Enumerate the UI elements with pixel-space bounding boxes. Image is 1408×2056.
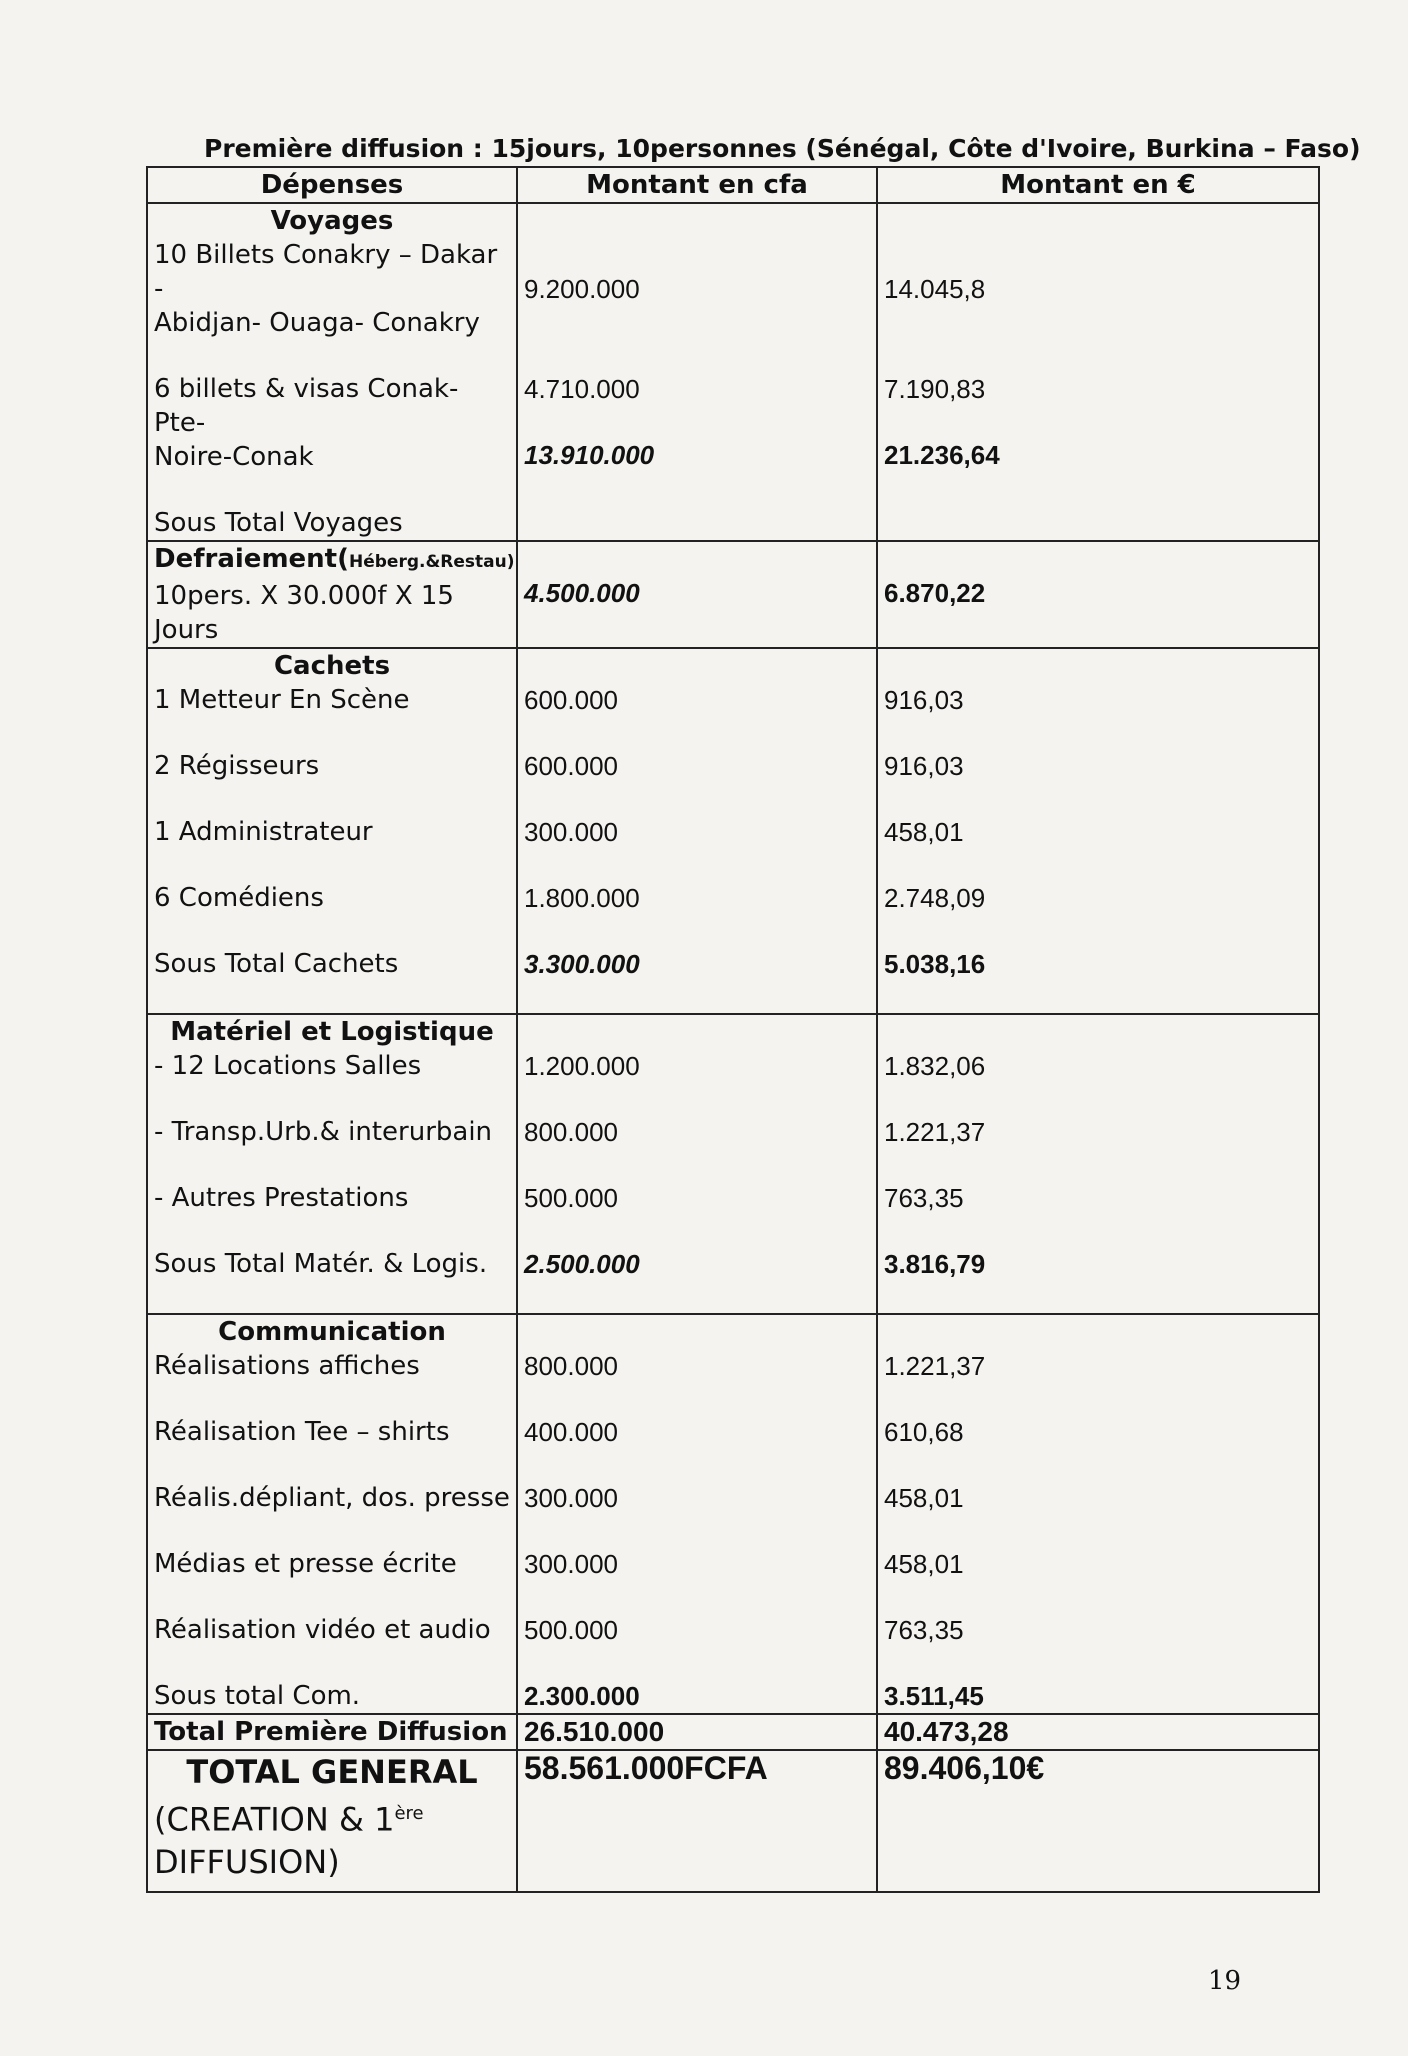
header-eur: Montant en €: [877, 167, 1319, 203]
materiel-item-cfa: 500.000: [524, 1183, 618, 1213]
defraiement-cfa: 4.500.000: [524, 578, 640, 608]
section-materiel: [147, 1014, 1319, 1314]
communication-item-cfa: 800.000: [524, 1351, 618, 1381]
cachets-item-eur: 916,03: [884, 751, 964, 781]
page-number: 19: [1208, 1966, 1242, 1996]
materiel-subtotal-eur: 3.816,79: [884, 1249, 986, 1279]
materiel-subtotal-label: Sous Total Matér. & Logis.: [154, 1249, 488, 1279]
communication-item-eur: 763,35: [884, 1615, 964, 1645]
voyages-item2-eur: 7.190,83: [884, 374, 986, 404]
materiel-item-label: - Autres Prestations: [154, 1183, 409, 1213]
cachets-item-label: 1 Metteur En Scène: [154, 685, 410, 715]
header-depenses: Dépenses: [147, 167, 517, 203]
section-voyages: [147, 203, 1319, 541]
voyages-subtotal-cfa: 13.910.000: [524, 440, 655, 470]
grand-total-cfa: 58.561.000FCFA: [517, 1750, 877, 1892]
communication-item-eur: 458,01: [884, 1483, 964, 1513]
grand-total-eur: 89.406,10€: [877, 1750, 1319, 1892]
section-communication: [147, 1314, 1319, 1714]
cachets-item-cfa: 600.000: [524, 685, 618, 715]
cachets-item-label: 2 Régisseurs: [154, 751, 320, 781]
voyages-item2-line2: Noire-Conak: [154, 442, 314, 472]
section-defraiement: [147, 541, 1319, 648]
communication-item-label: Réalisations affiches: [154, 1351, 420, 1381]
voyages-title: Voyages: [270, 206, 394, 236]
materiel-item-cfa: 800.000: [524, 1117, 618, 1147]
communication-item-label: Réalisation vidéo et audio: [154, 1615, 491, 1645]
header-row: [147, 167, 1319, 203]
cachets-item-cfa: 300.000: [524, 817, 618, 847]
voyages-item2-line1: 6 billets & visas Conak- Pte-: [154, 374, 459, 438]
communication-item-cfa: 300.000: [524, 1549, 618, 1579]
voyages-item1-line1: 10 Billets Conakry – Dakar -: [154, 240, 498, 304]
communication-item-eur: 610,68: [884, 1417, 964, 1447]
total-diffusion-eur: 40.473,28: [877, 1714, 1319, 1750]
total-diffusion-cfa: 26.510.000: [517, 1714, 877, 1750]
materiel-item-eur: 763,35: [884, 1183, 964, 1213]
cachets-item-label: 6 Comédiens: [154, 883, 324, 913]
communication-item-eur: 458,01: [884, 1549, 964, 1579]
communication-item-label: Réalis.dépliant, dos. presse: [154, 1483, 510, 1513]
cachets-subtotal-cfa: 3.300.000: [524, 949, 640, 979]
header-cfa: Montant en cfa: [517, 167, 877, 203]
grand-total-row: [147, 1750, 1319, 1892]
materiel-item-label: - 12 Locations Salles: [154, 1051, 422, 1081]
communication-item-label: Réalisation Tee – shirts: [154, 1417, 450, 1447]
cachets-title: Cachets: [273, 651, 391, 681]
defraiement-eur: 6.870,22: [884, 578, 986, 608]
budget-table: [146, 166, 1320, 1893]
communication-subtotal-label: Sous total Com.: [154, 1681, 361, 1711]
section-cachets: [147, 648, 1319, 1014]
materiel-item-eur: 1.221,37: [884, 1117, 986, 1147]
cachets-item-eur: 916,03: [884, 685, 964, 715]
voyages-subtotal-eur: 21.236,64: [884, 440, 1000, 470]
voyages-subtotal-label: Sous Total Voyages: [154, 508, 403, 538]
communication-title: Communication: [218, 1317, 446, 1347]
defraiement-line: 10pers. X 30.000f X 15 Jours: [154, 581, 454, 645]
materiel-title: Matériel et Logistique: [170, 1017, 494, 1047]
page-title: Première diffusion : 15jours, 10personnes (Sénégal, Côte d'Ivoire, Burkina – Faso): [204, 134, 1361, 163]
cachets-item-cfa: 1.800.000: [524, 883, 640, 913]
voyages-item1-cfa: 9.200.000: [524, 274, 640, 304]
communication-item-label: Médias et presse écrite: [154, 1549, 457, 1579]
grand-total-sub1: (CREATION & 1ère: [154, 1800, 424, 1839]
cachets-item-eur: 2.748,09: [884, 883, 986, 913]
cachets-item-eur: 458,01: [884, 817, 964, 847]
cachets-subtotal-label: Sous Total Cachets: [154, 949, 399, 979]
materiel-item-label: - Transp.Urb.& interurbain: [154, 1117, 493, 1147]
voyages-item2-cfa: 4.710.000: [524, 374, 640, 404]
total-diffusion-row: [147, 1714, 1319, 1750]
communication-item-cfa: 300.000: [524, 1483, 618, 1513]
grand-total-sub2: DIFFUSION): [154, 1842, 340, 1881]
communication-subtotal-eur: 3.511,45: [884, 1681, 984, 1711]
voyages-item1-eur: 14.045,8: [884, 274, 986, 304]
cachets-item-cfa: 600.000: [524, 751, 618, 781]
grand-total-title: TOTAL GENERAL: [186, 1753, 478, 1791]
communication-item-eur: 1.221,37: [884, 1351, 986, 1381]
materiel-item-cfa: 1.200.000: [524, 1051, 640, 1081]
communication-subtotal-cfa: 2.300.000: [524, 1681, 640, 1711]
communication-item-cfa: 400.000: [524, 1417, 618, 1447]
voyages-item1-line2: Abidjan- Ouaga- Conakry: [154, 308, 480, 338]
materiel-subtotal-cfa: 2.500.000: [524, 1249, 640, 1279]
total-diffusion-label: Total Première Diffusion: [147, 1714, 517, 1750]
defraiement-title: Defraiement(Héberg.&Restau): [154, 544, 515, 574]
materiel-item-eur: 1.832,06: [884, 1051, 986, 1081]
cachets-subtotal-eur: 5.038,16: [884, 949, 986, 979]
communication-item-cfa: 500.000: [524, 1615, 618, 1645]
cachets-item-label: 1 Administrateur: [154, 817, 373, 847]
